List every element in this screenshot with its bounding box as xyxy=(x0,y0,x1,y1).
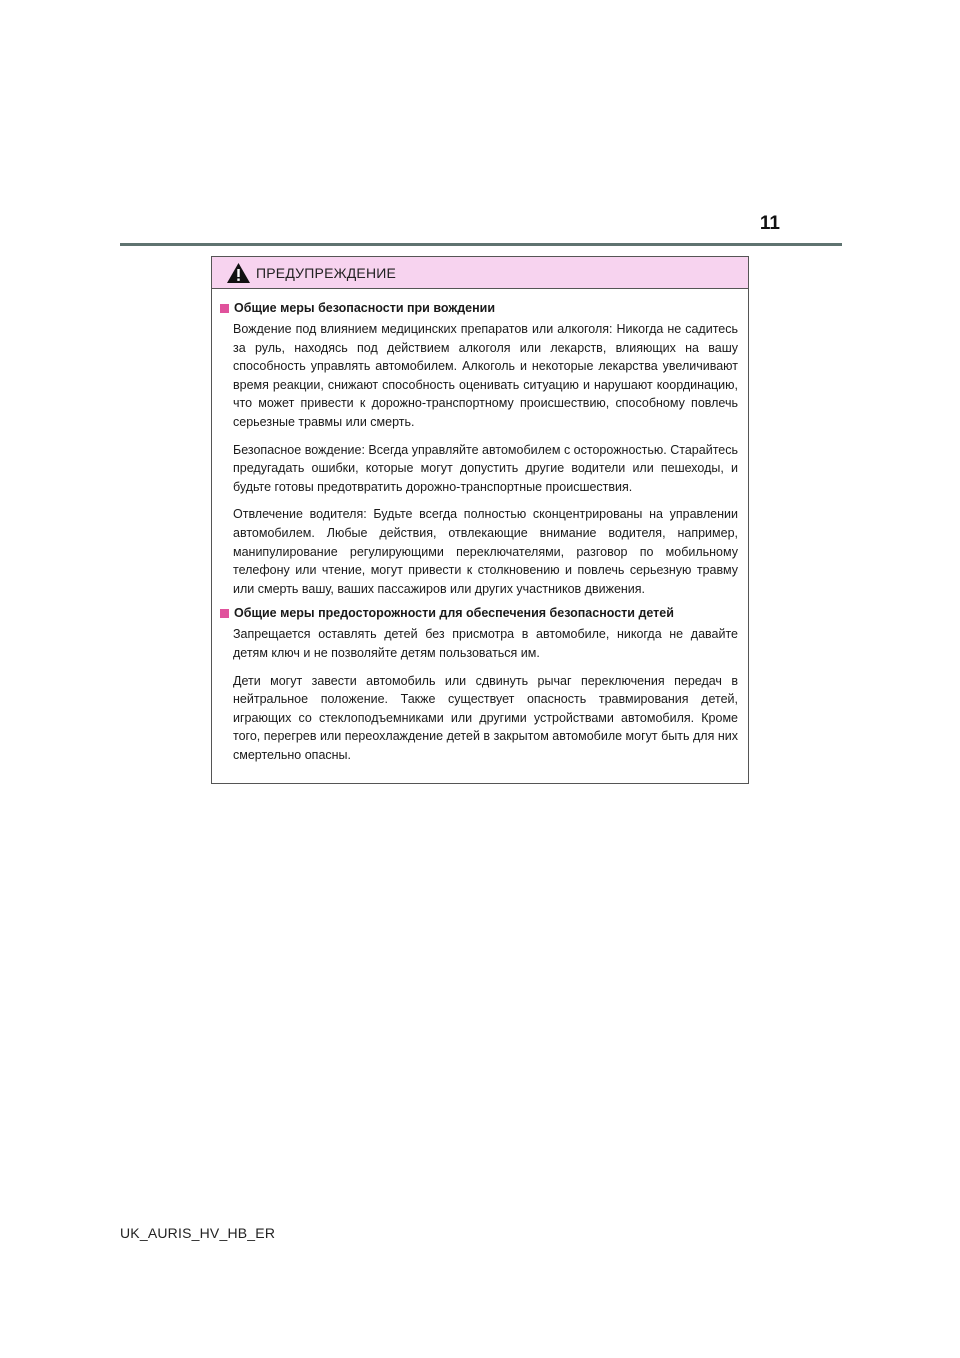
section-heading-text: Общие меры безопасности при вождении xyxy=(234,301,495,315)
paragraph: Вождение под влиянием медицинских препаратов или алкоголя: Никогда не садитесь за руль, находясь под действием алкоголя или лекарств, влияющих на вашу способность управлять автомобилем. Алкоголь и некоторые лекарства увеличивают время реакции, снижают способность оценивать ситуацию и нарушают координацию, что может привести к дорожно-транспортному происшествию, способному повлечь серьезные травмы или смерть. xyxy=(233,322,738,429)
paragraph: Запрещается оставлять детей без присмотра в автомобиле, никогда не давайте детям ключ и не позволяйте детям пользоваться им. xyxy=(233,627,738,660)
section-heading-text: Общие меры предосторожности для обеспечения безопасности детей xyxy=(234,606,674,621)
warning-title: ПРЕДУПРЕЖДЕНИЕ xyxy=(256,264,397,281)
header-rule xyxy=(120,243,842,246)
page-number: 11 xyxy=(759,213,780,234)
square-bullet-icon xyxy=(220,304,229,313)
paragraph: Отвлечение водителя: Будьте всегда полностью сконцентрированы на управлении автомобилем. Любые действия, отвлекающие внимание водителя, например, манипулирование регулирующими переключателями, разговор по мобильному телефону или чтение, могут привести к столкновению и повлечь серьезную травму или смерть вашу, ваших пассажиров или других участников движения. xyxy=(233,507,738,596)
document-code: UK_AURIS_HV_HB_ER xyxy=(120,1225,276,1241)
paragraph: Дети могут завести автомобиль или сдвинуть рычаг переключения передач в нейтральное положение. Также существует опасность травмирования детей, играющих со стеклоподъемниками или другими устройствами автомобиля. Кроме того, перегрев или переохлаждение детей в закрытом автомобиле могут быть для них смертельно опасны. xyxy=(233,673,738,762)
square-bullet-icon xyxy=(220,609,229,618)
warning-header xyxy=(212,257,748,289)
warning-box xyxy=(211,256,749,784)
warning-body xyxy=(212,289,748,764)
paragraph: Безопасное вождение: Всегда управляйте автомобилем с осторожностью. Старайтесь предугадать ошибки, которые могут допустить другие водители или пешеходы, и будьте готовы предотвратить дорожно-транспортные происшествия. xyxy=(233,442,738,494)
section-heading xyxy=(220,604,738,622)
section-heading xyxy=(220,299,738,317)
warning-triangle-icon xyxy=(226,262,251,284)
